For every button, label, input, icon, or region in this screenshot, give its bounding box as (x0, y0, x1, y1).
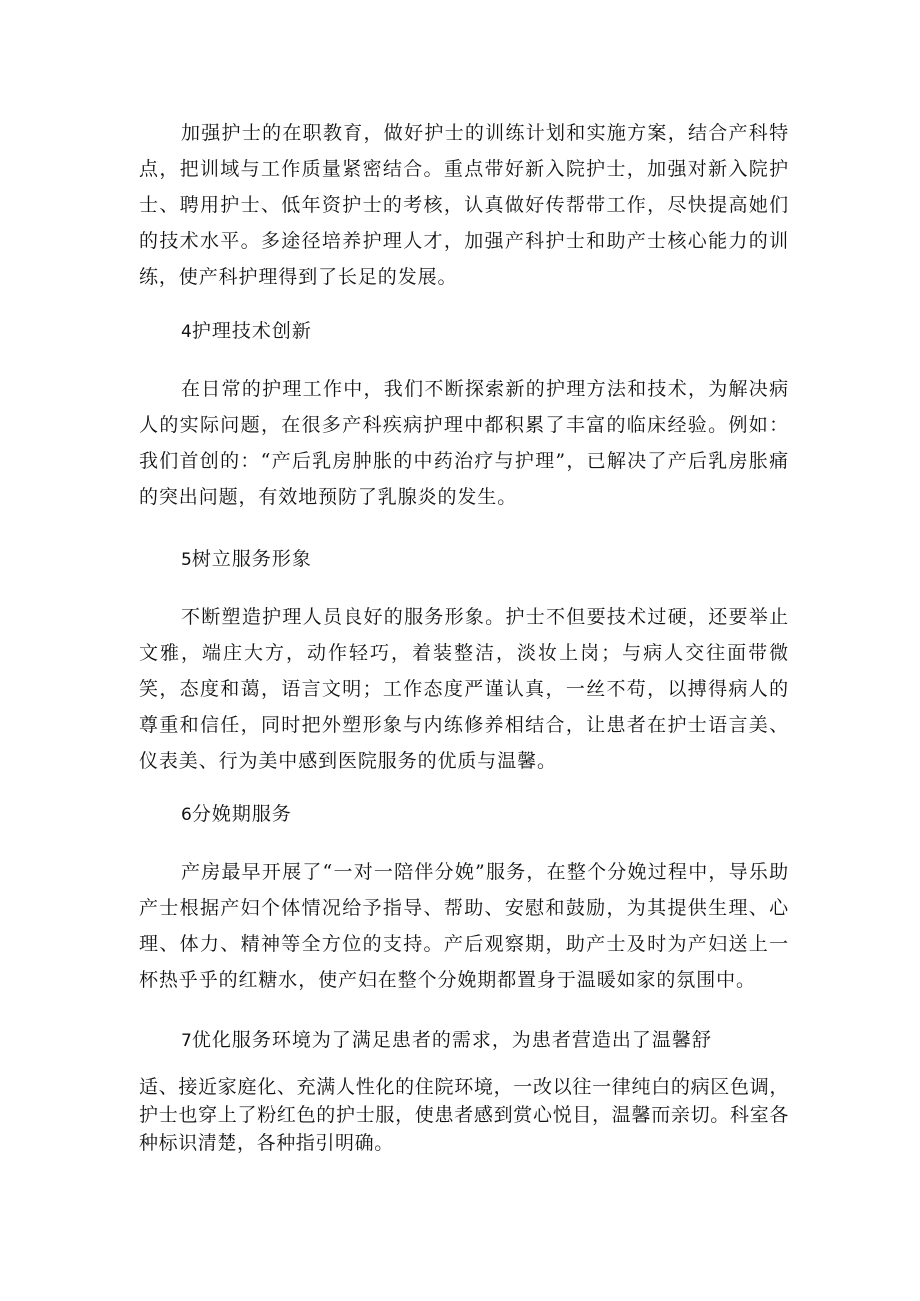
paragraph-nursing-innovation: 在日常的护理工作中，我们不断探索新的护理方法和技术，为解决病人的实际问题，在很多产科疾病护理中都积累了丰富的临床经验。例如：我们首创的：“产后乳房肿胀的中药治疗与护理”，已解决了产后乳房胀痛的突出问题，有效地预防了乳腺炎的发生。 (139, 378, 789, 508)
heading-number: 7 (181, 1031, 192, 1051)
heading-text: 分娩期服务 (191, 803, 292, 825)
heading-number: 4 (181, 322, 192, 342)
heading-text: 优化服务环境为了满足患者的需求，为患者营造出了温馨舒 (191, 1029, 712, 1051)
paragraph-childbirth-service: 产房最早开展了“一对一陪伴分娩”服务，在整个分娩过程中，导乐助产士根据产妇个体情况给予指导、帮助、安慰和鼓励，为其提供生理、心理、体力、精神等全方位的支持。产后观察期，助产士及时为产妇送上一杯热乎乎的红糖水，使产妇在整个分娩期都置身于温暖如家的氛围中。 (139, 861, 789, 991)
heading-service-environment (181, 1022, 712, 1059)
paragraph-service-environment: 适、接近家庭化、充满人性化的住院环境，一改以往一律纯白的病区色调，护士也穿上了粉红色的护士服，使患者感到赏心悦目，温馨而亲切。科室各种标识清楚，各种指引明确。 (139, 1076, 789, 1154)
paragraph-in-service-education: 加强护士的在职教育，做好护士的训练计划和实施方案，结合产科特点，把训域与工作质量紧密结合。重点带好新入院护士，加强对新入院护士、聘用护士、低年资护士的考核，认真做好传帮带工作，尽快提高她们的技术水平。多途径培养护理人才，加强产科护士和助产士核心能力的训练，使产科护理得到了长足的发展。 (139, 122, 789, 288)
heading-number: 6 (181, 805, 192, 825)
heading-text: 护理技术创新 (191, 320, 312, 342)
heading-nursing-innovation (181, 313, 312, 350)
paragraph-service-image: 不断塑造护理人员良好的服务形象。护士不但要技术过硬，还要举止文雅，端庄大方，动作轻巧，着装整洁，淡妆上岗；与病人交往面带微笑，态度和蔼，语言文明；工作态度严谨认真，一丝不苟，以搏得病人的尊重和信任，同时把外塑形象与内练修养相结合，让患者在护士语言美、仪表美、行为美中感到医院服务的优质与温馨。 (139, 606, 789, 772)
heading-number: 5 (181, 550, 192, 570)
heading-childbirth-service (181, 796, 292, 833)
heading-service-image (181, 541, 312, 578)
heading-text: 树立服务形象 (191, 548, 312, 570)
